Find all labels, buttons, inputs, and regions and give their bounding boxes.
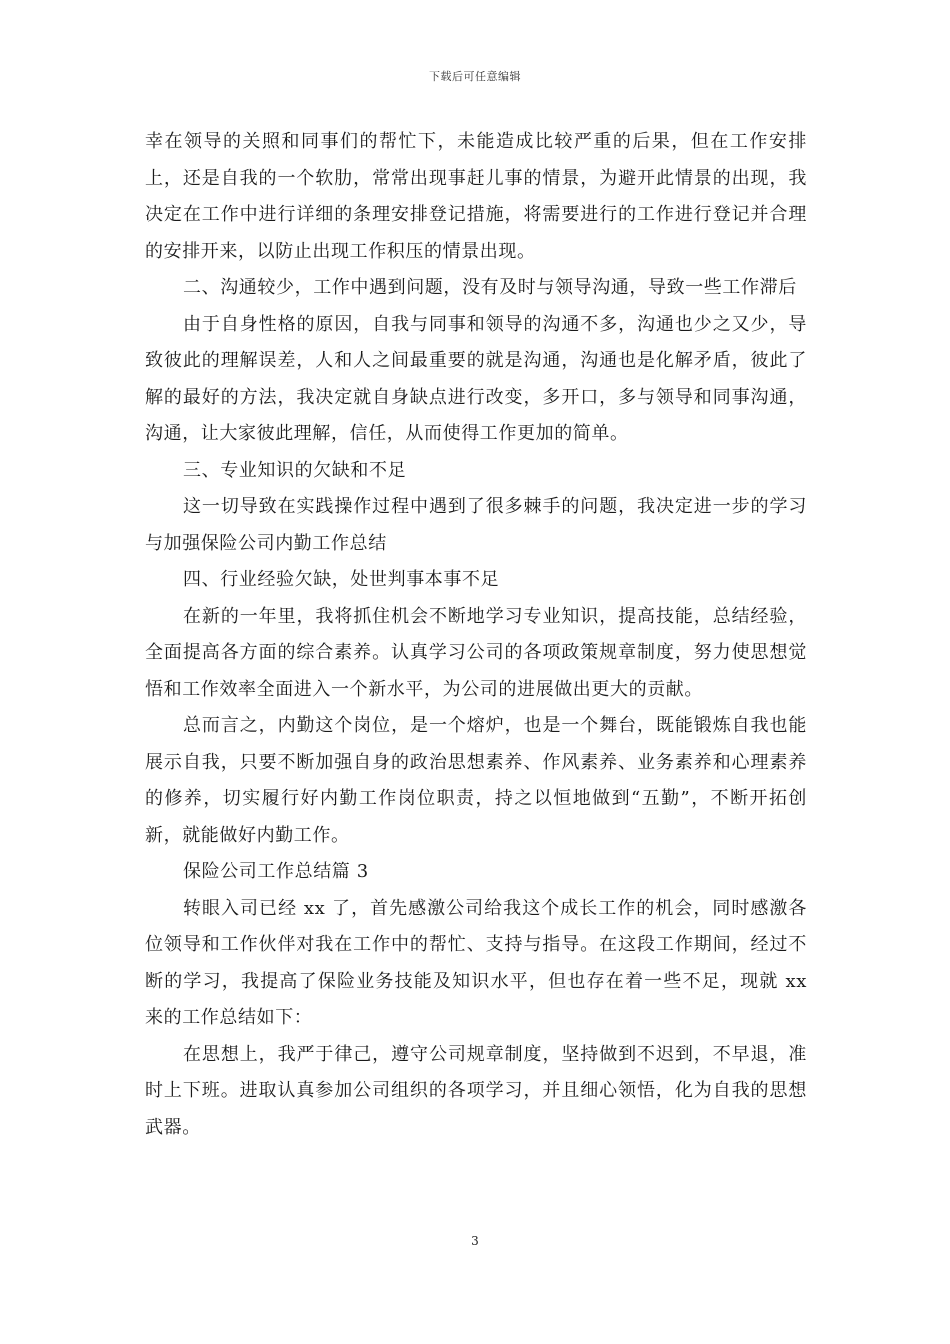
paragraph: 幸在领导的关照和同事们的帮忙下，未能造成比较严重的后果，但在工作安排上，还是自我的一个软肋，常常出现事赶儿事的情景，为避开此情景的出现，我决定在工作中进行详细的条理安排登记措施，将需要进行的工作进行登记并合理的安排开来，以防止出现工作积压的情景出现。	[145, 131, 807, 262]
paragraph: 这一切导致在实践操作过程中遇到了很多棘手的问题，我决定进一步的学习与加强保险公司内勤工作总结	[145, 496, 807, 554]
article-title: 保险公司工作总结篇 3	[183, 861, 369, 882]
paragraph: 在新的一年里，我将抓住机会不断地学习专业知识，提高技能，总结经验，全面提高各方面的综合素养。认真学习公司的各项政策规章制度，努力使思想觉悟和工作效率全面进入一个新水平，为公司的进展做出更大的贡献。	[145, 605, 807, 700]
section-heading: 二、沟通较少，工作中遇到问题，没有及时与领导沟通，导致一些工作滞后	[183, 277, 797, 298]
paragraph: 转眼入司已经 xx 了，首先感激公司给我这个成长工作的机会，同时感激各位领导和工作伙伴对我在工作中的帮忙、支持与指导。在这段工作期间，经过不断的学习，我提高了保险业务技能及知识水平，但也存在着一些不足，现就 xx 来的工作总结如下：	[145, 897, 807, 1028]
paragraph: 在思想上，我严于律己，遵守公司规章制度，坚持做到不迟到，不早退，准时上下班。进取认真参加公司组织的各项学习，并且细心领悟，化为自我的思想武器。	[145, 1043, 807, 1138]
section-heading: 四、行业经验欠缺，处世判事本事不足	[183, 569, 500, 590]
page-header: 下载后可任意编辑	[429, 70, 521, 83]
section-heading: 三、专业知识的欠缺和不足	[183, 459, 407, 481]
page-number: 3	[471, 1234, 479, 1248]
paragraph: 由于自身性格的原因，自我与同事和领导的沟通不多，沟通也少之又少，导致彼此的理解误差，人和人之间最重要的就是沟通，沟通也是化解矛盾，彼此了解的最好的方法，我决定就自身缺点进行改变，多开口，多与领导和同事沟通，沟通，让大家彼此理解，信任，从而使得工作更加的简单。	[145, 313, 807, 444]
document-body	[145, 124, 807, 1146]
paragraph: 总而言之，内勤这个岗位，是一个熔炉，也是一个舞台，既能锻炼自我也能展示自我，只要不断加强自身的政治思想素养、作风素养、业务素养和心理素养的修养，切实履行好内勤工作岗位职责，持之以恒地做到“五勤”，不断开拓创新，就能做好内勤工作。	[145, 715, 807, 846]
